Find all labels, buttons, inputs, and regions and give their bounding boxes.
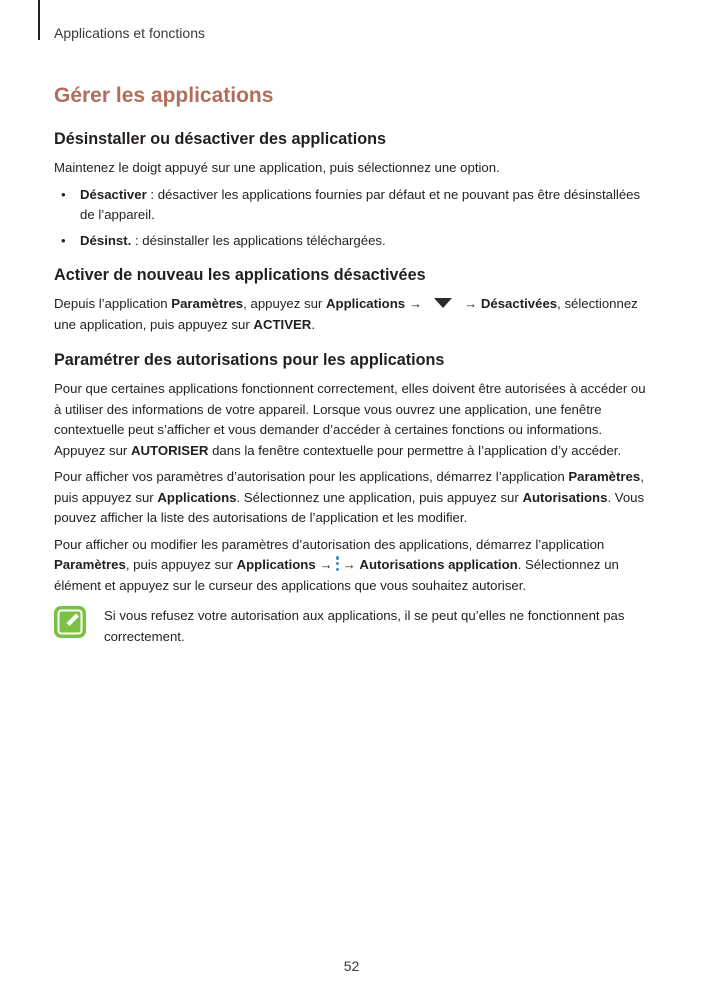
running-header: Applications et fonctions <box>54 25 205 41</box>
text-run: , puis appuyez sur <box>125 557 237 572</box>
note-box <box>54 606 646 647</box>
option-term: Désinst. <box>80 232 132 248</box>
ui-term: Autorisations <box>522 489 608 505</box>
text-run: , puis appuyez sur <box>54 469 644 505</box>
ui-term: Applications <box>157 489 237 505</box>
text-run: Pour afficher vos paramètres d’autorisation pour les applications, démarrez l’application <box>54 469 569 484</box>
ui-term: Paramètres <box>568 469 641 484</box>
dropdown-arrow-icon <box>434 298 452 308</box>
header-rule <box>38 0 40 40</box>
ui-term: ACTIVER <box>253 316 312 332</box>
ui-term: AUTORISER <box>130 442 209 458</box>
option-description: : désactiver les applications fournies par défaut et ne pouvant pas être désinstallées de l’appareil. <box>80 186 641 222</box>
option-list <box>54 185 646 252</box>
text-run: dans la fenêtre contextuelle pour permettre à l’application d’y accéder. <box>208 442 622 458</box>
paragraph-permissions-intro <box>54 379 646 461</box>
page-title: Gérer les applications <box>54 84 274 107</box>
paragraph-permissions-modify <box>54 535 646 597</box>
text-run: , appuyez sur <box>243 296 326 311</box>
option-term: Désactiver <box>80 186 147 202</box>
page-content <box>54 82 646 647</box>
paragraph-reactivate <box>54 294 646 335</box>
section-heading-reactivate: Activer de nouveau les applications désactivées <box>54 266 426 284</box>
arrow-text: → <box>464 296 481 311</box>
text-run: , sélectionnez une application, puis appuyez sur <box>54 296 638 332</box>
ui-term: Applications <box>236 557 316 572</box>
text-run: . Sélectionnez un élément et appuyez sur le curseur des applications que vous souhaitez autoriser. <box>54 557 619 593</box>
section-heading-permissions: Paramétrer des autorisations pour les applications <box>54 351 445 369</box>
list-item <box>54 231 646 252</box>
section-heading-uninstall: Désinstaller ou désactiver des applications <box>54 130 386 148</box>
text-run: Pour que certaines applications fonctionnent correctement, elles doivent être autorisées à accéder ou à utiliser des informations de votre appareil. Lorsque vous ouvrez une application, une fenêtre contextuelle peut s’afficher et vous demander d’accéder à certaines fonctions ou informations. Appuyez sur <box>54 381 646 458</box>
text-run: . Vous pouvez afficher la liste des autorisations de l’application et les modifier. <box>54 489 645 525</box>
page-number: 52 <box>343 958 360 974</box>
note-text: Si vous refusez votre autorisation aux applications, il se peut qu’elles ne fonctionnent pas correctement. <box>104 608 625 644</box>
text-run: Depuis l’application <box>54 296 172 311</box>
paragraph-uninstall-intro: Maintenez le doigt appuyé sur une application, puis sélectionnez une option. <box>54 160 500 175</box>
text-run: Pour afficher ou modifier les paramètres d’autorisation des applications, démarrez l’application <box>54 536 605 552</box>
arrow-text: → <box>315 557 333 572</box>
text-run: . <box>311 316 315 332</box>
ui-term: Applications <box>326 296 406 311</box>
ui-term: Paramètres <box>171 296 244 311</box>
bullet-icon: • <box>61 232 66 248</box>
paragraph-permissions-view <box>54 467 646 529</box>
option-description: : désinstaller les applications téléchargées. <box>131 232 386 248</box>
note-pencil-icon <box>54 606 86 638</box>
ui-term: Désactivées <box>480 296 558 311</box>
ui-term: Autorisations application <box>359 557 518 572</box>
ui-term: Paramètres <box>54 557 126 572</box>
text-run: . Sélectionnez une application, puis appuyez sur <box>236 489 523 505</box>
more-options-icon <box>336 556 340 571</box>
arrow-text: → <box>342 557 360 572</box>
arrow-text: → <box>405 296 422 311</box>
bullet-icon: • <box>61 186 66 202</box>
list-item <box>54 185 646 226</box>
